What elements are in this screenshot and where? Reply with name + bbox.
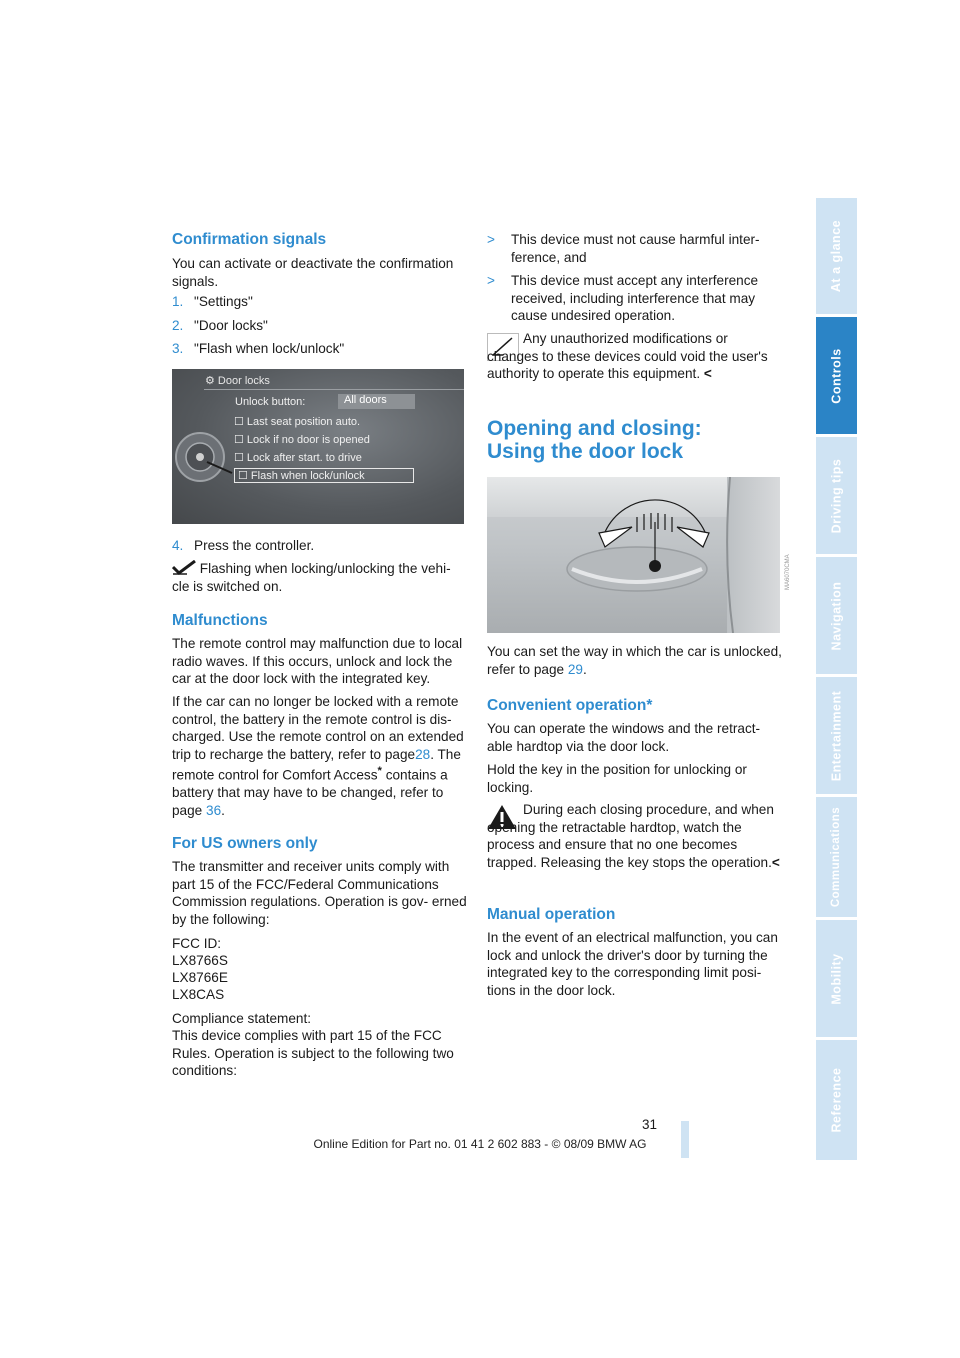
sidebar-tab-mobility[interactable]: Mobility xyxy=(816,920,857,1037)
heading-us-owners: For US owners only xyxy=(172,835,318,852)
compliance-text: This device complies with part 15 of the FCC Rules. Operation is subject to the following two conditions: xyxy=(172,1028,454,1078)
us-p1: The transmitter and receiver units comply with part 15 of the FCC/Federal Communications Commission regulations. Operation is gov- erned by the following: xyxy=(172,859,467,927)
screen-option-2: ☐ Lock if no door is opened xyxy=(234,434,370,446)
screen-unlock-label: Unlock button: xyxy=(235,396,306,408)
warning-text: During each closing procedure, and when opening the retractable hardtop, watch the process and ensure that no one becomes trapped. Releasing the key stops the operation.< xyxy=(487,802,780,870)
step-3: 3. "Flash when lock/unlock" xyxy=(172,341,345,356)
checkbox-icon: ☐ xyxy=(234,434,247,446)
sidebar-tab-driving-tips[interactable]: Driving tips xyxy=(816,437,857,554)
checkbox-icon: ☐ xyxy=(238,470,251,482)
sidebar-tab-entertainment[interactable]: Entertainment xyxy=(816,677,857,794)
step-4: 4. Press the controller. xyxy=(172,538,315,553)
idrive-screen-image xyxy=(172,369,464,524)
sidebar-tab-at-a-glance[interactable]: At a glance xyxy=(816,198,857,314)
fcc-id-2: LX8766E xyxy=(172,970,228,985)
settings-icon: ⚙ xyxy=(205,375,218,387)
confirmation-intro: You can activate or deactivate the confirmation signals. xyxy=(172,256,454,289)
sidebar-tab-reference[interactable]: Reference xyxy=(816,1040,857,1160)
modification-note: Any unauthorized modifications or changes to these devices could void the user's authority to operate this equipment. < xyxy=(487,331,768,381)
page-link-28[interactable]: 28 xyxy=(415,746,431,762)
fcc-label: FCC ID: xyxy=(172,936,222,951)
heading-convenient-operation: Convenient operation* xyxy=(487,697,653,714)
step-2: 2. "Door locks" xyxy=(172,318,268,333)
sidebar-tab-navigation[interactable]: Navigation xyxy=(816,557,857,674)
manual-p1: In the event of an electrical malfunction, you can lock and unlock the driver's door by turning the integrated key to the corresponding limit posi- tions in the door lock. xyxy=(487,930,778,998)
step-1: 1. "Settings" xyxy=(172,294,253,309)
convenient-p1: You can operate the windows and the retract- able hardtop via the door lock. xyxy=(487,721,761,754)
checkbox-icon: ☐ xyxy=(234,416,247,428)
malfunctions-p1: The remote control may malfunction due to local radio waves. If this occurs, unlock and lock the car at the door lock with the integrated key. xyxy=(172,636,463,686)
bullet-2: > This device must accept any interference received, including interference that may cause undesired operation. xyxy=(487,273,759,323)
page-link-29[interactable]: 29 xyxy=(567,661,583,677)
screen-title: ⚙ Door locks xyxy=(205,375,270,387)
screen-unlock-value: All doors xyxy=(338,394,415,409)
page-link-36[interactable]: 36 xyxy=(206,802,222,818)
footer-edition: Online Edition for Part no. 01 41 2 602 883 - © 08/09 BMW AG xyxy=(313,1137,647,1151)
heading-opening-closing: Opening and closing: Using the door lock xyxy=(487,417,702,463)
fcc-id-1: LX8766S xyxy=(172,953,228,968)
fcc-id-3: LX8CAS xyxy=(172,987,225,1002)
screen-option-3: ☐ Lock after start. to drive xyxy=(234,452,362,464)
heading-malfunctions: Malfunctions xyxy=(172,612,268,629)
sidebar-tab-controls[interactable]: Controls xyxy=(816,317,857,434)
controller-icon xyxy=(172,429,242,499)
convenient-p2: Hold the key in the position for unlocking or locking. xyxy=(487,762,747,795)
compliance-label: Compliance statement: xyxy=(172,1011,312,1026)
door-lock-image xyxy=(487,477,780,633)
check-note: Flashing when locking/unlocking the vehi- cle is switched on. xyxy=(172,561,451,594)
bullet-1: > This device must not cause harmful inter- ference, and xyxy=(487,232,760,265)
section-intro: You can set the way in which the car is unlocked, refer to page 29. xyxy=(487,644,782,677)
screen-option-4: ☐ Flash when lock/unlock xyxy=(238,470,365,482)
malfunctions-p2: If the car can no longer be locked with a remote control, the battery in the remote control is dis- charged. Use the remote control on an extended trip to recharge the battery, refer to page28. The remote control for Comfort Access* contains a battery that may have to be changed, refer to page 36. xyxy=(172,694,464,818)
heading-confirmation-signals: Confirmation signals xyxy=(172,231,327,248)
heading-manual-operation: Manual operation xyxy=(487,906,616,923)
checkbox-icon: ☐ xyxy=(234,452,247,464)
image-code: MA6070CMA xyxy=(785,554,791,590)
page-number: 31 xyxy=(642,1117,658,1132)
screen-option-1: ☐ Last seat position auto. xyxy=(234,416,361,428)
checkmark-icon xyxy=(172,560,196,575)
sidebar-tab-communications[interactable]: Communications xyxy=(816,797,857,917)
